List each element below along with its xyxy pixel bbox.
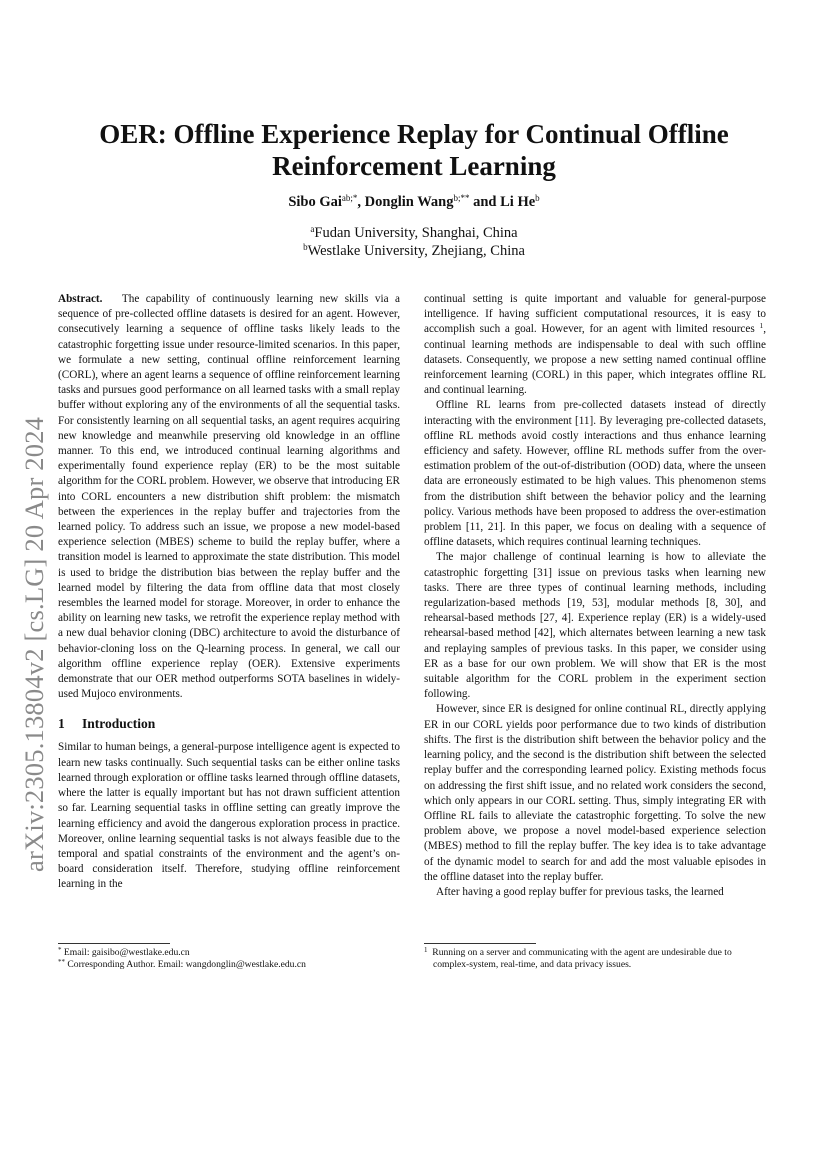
footnote-marker: * xyxy=(58,946,62,954)
paragraph-text: continual setting is quite important and valuable for general-purpose intelligence. If having sufficient computational resources, it is easy to accomplish such a goal. However, for an agent with limited resources xyxy=(424,293,766,336)
footnote xyxy=(58,959,400,971)
affiliation xyxy=(60,242,768,260)
footnote-ref: 1 xyxy=(759,321,764,331)
author-affil-marker: b;** xyxy=(453,193,470,203)
abstract xyxy=(58,292,400,702)
affiliations xyxy=(60,224,768,260)
abstract-text: The capability of continuously learning new skills via a sequence of pre-collected offline datasets is desired for an agent. However, consecutively learning a sequence of offline tasks likely leads to the catastrophic forgetting issue under resource-limited scenarios. In this paper, we formulate a new setting, continual offline reinforcement learning (CORL), where an agent learns a sequence of offline reinforcement learning tasks and pursues good performance on all learned tasks with a small replay buffer without exploring any of the environments of all the sequential tasks. For consistently learning on all sequential tasks, an agent requires acquiring new knowledge and meanwhile preserving old knowledge in an offline manner. To this end, we introduced continual learning algorithms and experimentally found experience replay (ER) to be the most suitable algorithm for the CORL problem. However, we observe that introducing ER into CORL encounters a new distribution shift problem: the mismatch between the experiences in the replay buffer and trajectories from the learned policy. To address such an issue, we propose a new model-based experience selection (MBES) scheme to build the replay buffer, where a transition model is learned to approximate the state distribution. This model is used to bridge the distribution bias between the replay buffer and the learned model by filtering the data from offline data that most closely resembles the learned model for storage. Moreover, in order to enhance the ability on learning new tasks, we retrofit the experience replay method with a new dual behavior cloning (DBC) architecture to avoid the disturbance of behavior-cloning loss on the Q-learning process. In general, we call our algorithm offline experience replay (OER). Extensive experiments demonstrate that our OER method outperforms SOTA baselines in widely-used Mujoco environments. xyxy=(58,293,400,701)
footnote-marker: 1 xyxy=(424,946,428,954)
paper-title: OER: Offline Experience Replay for Continual Offline Reinforcement Learning xyxy=(99,119,729,181)
author-affil-marker: b xyxy=(535,193,540,203)
arxiv-id: arXiv:2305.13804v2 [cs.LG] 20 Apr 2024 xyxy=(19,416,49,872)
paragraph: After having a good replay buffer for previous tasks, the learned xyxy=(436,885,724,898)
affiliation-text: Westlake University, Zhejiang, China xyxy=(307,243,525,259)
footnote xyxy=(424,947,766,972)
paragraph xyxy=(424,292,766,398)
footnote-text: Running on a server and communicating with the agent are undesirable due to complex-system, real-time, and data privacy issues. xyxy=(432,947,732,971)
arxiv-stamp xyxy=(16,362,50,872)
footnote-rule xyxy=(424,943,536,944)
author-separator: and xyxy=(469,194,501,210)
author-name: Donglin Wang xyxy=(364,194,454,210)
footnote xyxy=(58,947,400,959)
paragraph: The major challenge of continual learning is how to alleviate the catastrophic forgetting [31] issue on previous tasks when learning new tasks. There are three types of continual learning methods, including regularization-based methods [19, 53], modular methods [8, 30], and rehearsal-based methods [27, 4]. Experience replay (ER) is a widely-used rehearsal-based method [42], which alternates between learning a new task and replaying samples of previous tasks. In this paper, we consider using ER as a base for our own problem. We will show that ER is the most suitable algorithm for the CORL problem in the experiment section following. xyxy=(424,551,766,701)
footnotes-left xyxy=(58,947,400,972)
author-name: Li He xyxy=(500,194,536,210)
footnotes-right xyxy=(424,947,766,972)
affiliation-marker: b xyxy=(303,242,308,252)
section-title: Introduction xyxy=(82,716,156,732)
paragraph-text: , continual learning methods are indispensable to deal with such offline datasets. Consequently, we propose a new setting named continual offline reinforcement learning (CORL) in this paper, which integrates offline RL and continual learning. xyxy=(424,323,767,397)
section-heading xyxy=(58,716,400,732)
author-affil-marker: ab;* xyxy=(341,193,358,203)
paragraph: However, since ER is designed for online continual RL, directly applying ER in our CORL yields poor performance due to two kinds of distribution shifts. The first is the distribution shift between the behavior policy and the learning policy, and the second is the distribution shift between the selected replay buffer and the corresponding learned policy. Existing methods focus on addressing the first shift issue, and no related work considers the second, which only appears in our CORL setting. Thus, simply integrating ER with Offline RL fails to alleviate the catastrophic forgetting. To solve the new problem above, we propose a novel model-based experience selection (MBES) method to fill the replay buffer. The key idea is to take advantage of the dynamic model to search for and add the most valuable episodes in the offline dataset into the replay buffer. xyxy=(424,703,766,883)
left-column xyxy=(58,292,400,893)
affiliation-marker: a xyxy=(310,224,315,234)
author-list xyxy=(60,192,768,212)
affiliation xyxy=(60,224,768,242)
affiliation-text: Fudan University, Shanghai, China xyxy=(314,225,518,241)
footnote-rule xyxy=(58,943,170,944)
section-number: 1 xyxy=(58,716,65,732)
paragraph: Similar to human beings, a general-purpose intelligence agent is expected to learn new tasks continually. Such sequential tasks can be either online tasks learned through exploration or offline tasks learned through offline datasets, where the latter is equally important but has not drawn sufficient attention so far. Learning sequential tasks in offline setting can greatly improve the learning efficiency and avoid the dangerous exploration process in practice. Moreover, online learning sequential tasks is not always feasible due to the temporal and spatial constraints of the environment and the agent’s on-board consideration itself. Therefore, studying offline reinforcement learning in the xyxy=(58,741,400,891)
footnote-text: Email: gaisibo@westlake.edu.cn xyxy=(63,947,190,958)
right-column xyxy=(424,292,766,900)
footnote-text: Corresponding Author. Email: wangdonglin@westlake.edu.cn xyxy=(67,959,306,971)
abstract-label: Abstract. xyxy=(58,293,103,305)
author-name: Sibo Gai xyxy=(288,194,342,210)
footnote-marker: ** xyxy=(58,958,65,967)
author-separator: , xyxy=(357,194,365,210)
paragraph: Offline RL learns from pre-collected datasets instead of directly interacting with the environment [11]. By leveraging pre-collected datasets, offline RL methods avoid costly interactions and thus enhance learning efficiency and safety. However, offline RL methods suffer from the over-estimation problem of the out-of-distribution (OOD) data, where the unseen data are erroneously estimated to be high values. This phenomenon stems from the distribution shift between the behavior policy and the learning policy. Various methods have been proposed to address the over-estimation problem [11, 21]. In this paper, we focus on dealing with a sequence of offline datasets, which requires continual learning techniques. xyxy=(424,399,766,549)
